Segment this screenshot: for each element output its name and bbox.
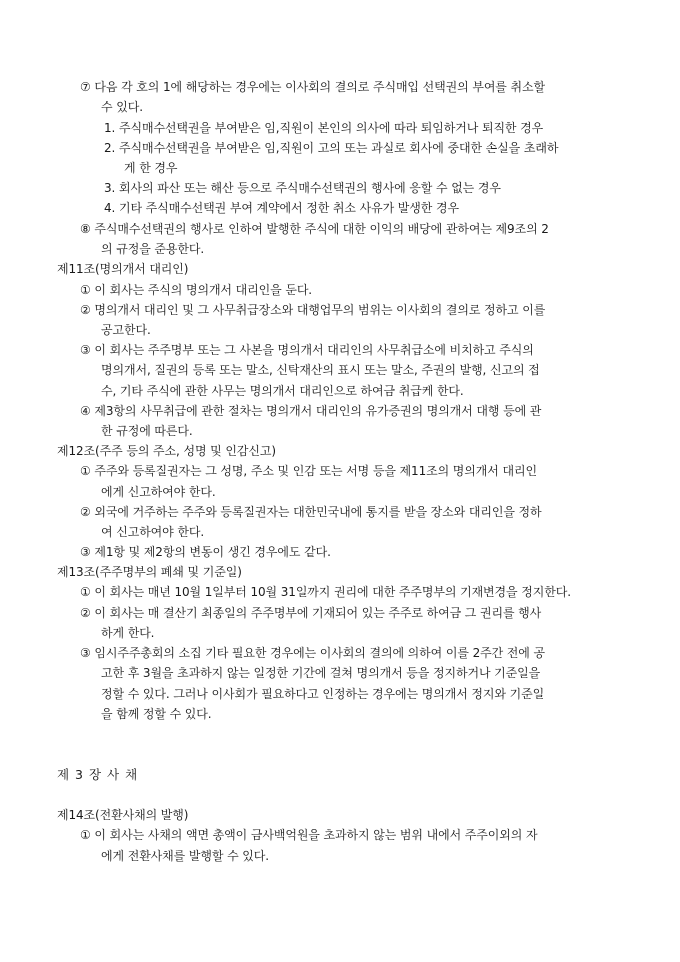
art14-heading: 제14조(전환사채의 발행) — [57, 808, 189, 822]
art14-item1-line2: 에게 전환사채를 발행할 수 있다. — [101, 849, 269, 863]
art10-item7-sub2-line2: 게 한 경우 — [124, 161, 178, 175]
art13-item2-line2: 하게 한다. — [101, 626, 155, 640]
art10-item7-sub4: 4. 기타 주식매수선택권 부여 계약에서 정한 취소 사유가 발생한 경우 — [104, 201, 459, 215]
art11-item3-line2: 명의개서, 질권의 등록 또는 말소, 신탁재산의 표시 또는 말소, 주권의 발행, 신고의 접 — [101, 363, 540, 377]
art11-item1: ① 이 회사는 주식의 명의개서 대리인을 둔다. — [80, 283, 313, 297]
art12-item3: ③ 제1항 및 제2항의 변동이 생긴 경우에도 같다. — [80, 545, 331, 559]
art12-item2-line1: ② 외국에 거주하는 주주와 등록질권자는 대한민국내에 통지를 받을 장소와 대리인을 정하 — [80, 505, 542, 519]
art10-item8-line2: 의 규정을 준용한다. — [101, 242, 205, 256]
art13-item2-line1: ② 이 회사는 매 결산기 최종일의 주주명부에 기재되어 있는 주주로 하여금 그 권리를 행사 — [80, 606, 542, 620]
art10-item7-sub1: 1. 주식매수선택권을 부여받은 임,직원이 본인의 의사에 따라 퇴임하거나 퇴직한 경우 — [104, 121, 544, 135]
art13-heading: 제13조(주주명부의 폐쇄 및 기준일) — [57, 565, 242, 579]
art13-item3-line1: ③ 임시주주총회의 소집 기타 필요한 경우에는 이사회의 결의에 의하여 이를 2주간 전에 공 — [80, 646, 545, 660]
art13-item3-line2: 고한 후 3월을 초과하지 않는 일정한 기간에 걸쳐 명의개서 등을 정지하거나 기준일을 — [101, 666, 541, 680]
art12-item2-line2: 여 신고하여야 한다. — [101, 525, 205, 539]
art11-item3-line3: 수, 기타 주식에 관한 사무는 명의개서 대리인으로 하여금 취급케 한다. — [101, 384, 464, 398]
art13-item1: ① 이 회사는 매년 10월 1일부터 10월 31일까지 권리에 대한 주주명부의 기재변경을 정지한다. — [80, 585, 571, 599]
art11-item2-line1: ② 명의개서 대리인 및 그 사무취급장소와 대행업무의 범위는 이사회의 결의로 정하고 이를 — [80, 303, 546, 317]
art11-item4-line1: ④ 제3항의 사무취급에 관한 절차는 명의개서 대리인의 유가증권의 명의개서 대행 등에 관 — [80, 404, 542, 418]
art11-item3-line1: ③ 이 회사는 주주명부 또는 그 사본을 명의개서 대리인의 사무취급소에 비치하고 주식의 — [80, 343, 534, 357]
art14-item1-line1: ① 이 회사는 사채의 액면 총액이 금사백억원을 초과하지 않는 범위 내에서 주주이외의 자 — [80, 828, 538, 842]
chapter3-title: 제 3 장 사 채 — [57, 767, 139, 782]
art10-item7-sub2-line1: 2. 주식매수선택권을 부여받은 임,직원이 고의 또는 과실로 회사에 중대한 손실을 초래하 — [104, 141, 559, 155]
art10-item7-sub3: 3. 회사의 파산 또는 해산 등으로 주식매수선택권의 행사에 응할 수 없는 경우 — [104, 181, 501, 195]
art10-item7-line1: ⑦ 다음 각 호의 1에 해당하는 경우에는 이사회의 결의로 주식매입 선택권의 부여를 취소할 — [80, 80, 545, 94]
art10-item7-line2: 수 있다. — [101, 100, 143, 114]
art10-item8-line1: ⑧ 주식매수선택권의 행사로 인하여 발행한 주식에 대한 이익의 배당에 관하여는 제9조의 2 — [80, 222, 549, 236]
art11-heading: 제11조(명의개서 대리인) — [57, 262, 189, 276]
art13-item3-line3: 정할 수 있다. 그러나 이사회가 필요하다고 인정하는 경우에는 명의개서 정지와 기준일 — [101, 687, 545, 701]
art12-heading: 제12조(주주 등의 주소, 성명 및 인감신고) — [57, 444, 276, 458]
art11-item2-line2: 공고한다. — [101, 323, 151, 337]
art11-item4-line2: 한 규정에 따른다. — [101, 424, 193, 438]
art13-item3-line4: 을 함께 정할 수 있다. — [101, 707, 212, 721]
art12-item1-line1: ① 주주와 등록질권자는 그 성명, 주소 및 인감 또는 서명 등을 제11조의 명의개서 대리인 — [80, 464, 537, 478]
art12-item1-line2: 에게 신고하여야 한다. — [101, 485, 216, 499]
